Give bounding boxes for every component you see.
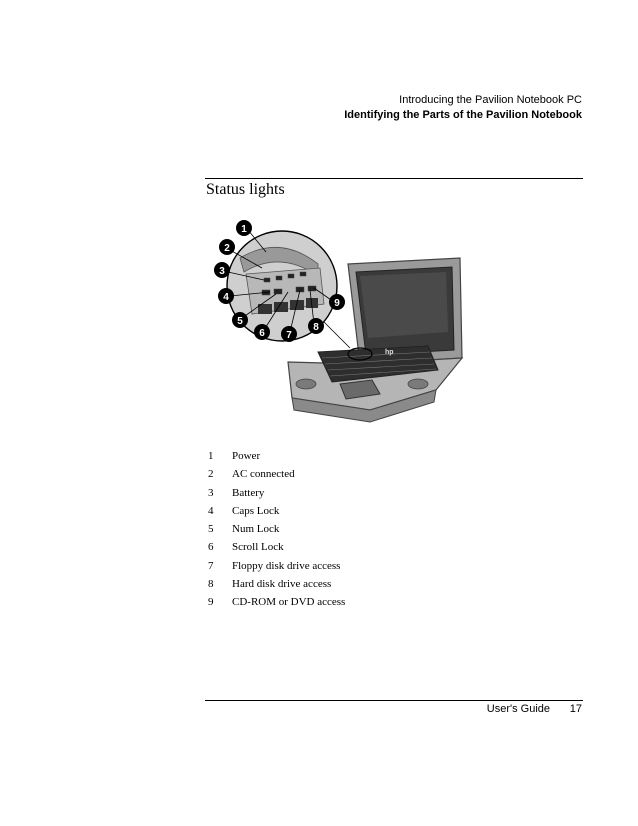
svg-text:5: 5 <box>237 316 243 327</box>
legend-item <box>208 447 508 465</box>
legend-number: 2 <box>208 468 214 481</box>
callout-1 <box>236 220 252 236</box>
section-title: Status lights <box>206 181 285 198</box>
legend-number: 4 <box>208 504 214 517</box>
callout-8 <box>308 318 324 334</box>
callout-9 <box>329 294 345 310</box>
callout-6 <box>254 324 270 340</box>
footer-guide-title: User's Guide <box>486 703 550 715</box>
page-number: 17 <box>569 703 582 715</box>
legend-label: Battery <box>232 486 265 499</box>
svg-text:3: 3 <box>219 266 225 277</box>
legend-item <box>208 484 508 502</box>
legend-number: 9 <box>208 596 214 609</box>
svg-text:6: 6 <box>259 328 265 339</box>
callout-2 <box>219 239 235 255</box>
svg-text:1: 1 <box>241 224 247 235</box>
legend-label: Caps Lock <box>232 504 280 517</box>
notebook-status-lights-figure <box>200 212 480 432</box>
left-speaker <box>296 379 316 389</box>
callout-7 <box>281 326 297 342</box>
right-speaker <box>408 379 428 389</box>
top-rule <box>205 178 583 179</box>
legend-number: 8 <box>208 578 214 591</box>
bottom-rule <box>205 700 583 701</box>
legend-number: 6 <box>208 541 214 554</box>
legend-label: Scroll Lock <box>232 541 284 554</box>
legend-item <box>208 575 508 593</box>
legend-number: 3 <box>208 486 214 499</box>
legend-label: CD-ROM or DVD access <box>232 596 346 609</box>
notebook-illustration <box>200 212 480 432</box>
hp-logo: hp <box>385 349 394 356</box>
callout-3 <box>214 262 230 278</box>
legend-item <box>208 465 508 483</box>
status-lights-legend <box>208 447 508 612</box>
legend-number: 5 <box>208 523 214 536</box>
legend-item <box>208 593 508 611</box>
legend-number: 1 <box>208 450 214 462</box>
legend-item <box>208 520 508 538</box>
legend-number: 7 <box>208 559 214 572</box>
legend-item <box>208 502 508 520</box>
legend-label: AC connected <box>232 468 295 481</box>
legend-label: Power <box>232 450 261 462</box>
legend-label: Hard disk drive access <box>232 578 332 591</box>
svg-text:7: 7 <box>286 330 292 341</box>
legend-label: Num Lock <box>232 523 280 536</box>
legend-item <box>208 557 508 575</box>
legend-label: Floppy disk drive access <box>232 559 341 572</box>
svg-text:9: 9 <box>334 298 340 309</box>
callout-5 <box>232 312 248 328</box>
legend-item <box>208 538 508 556</box>
svg-text:2: 2 <box>224 243 230 254</box>
running-header-section: Identifying the Parts of the Pavilion Notebook <box>344 109 582 121</box>
running-header-chapter: Introducing the Pavilion Notebook PC <box>399 94 582 106</box>
svg-text:4: 4 <box>223 292 229 303</box>
svg-text:8: 8 <box>313 322 319 333</box>
callout-4 <box>218 288 234 304</box>
